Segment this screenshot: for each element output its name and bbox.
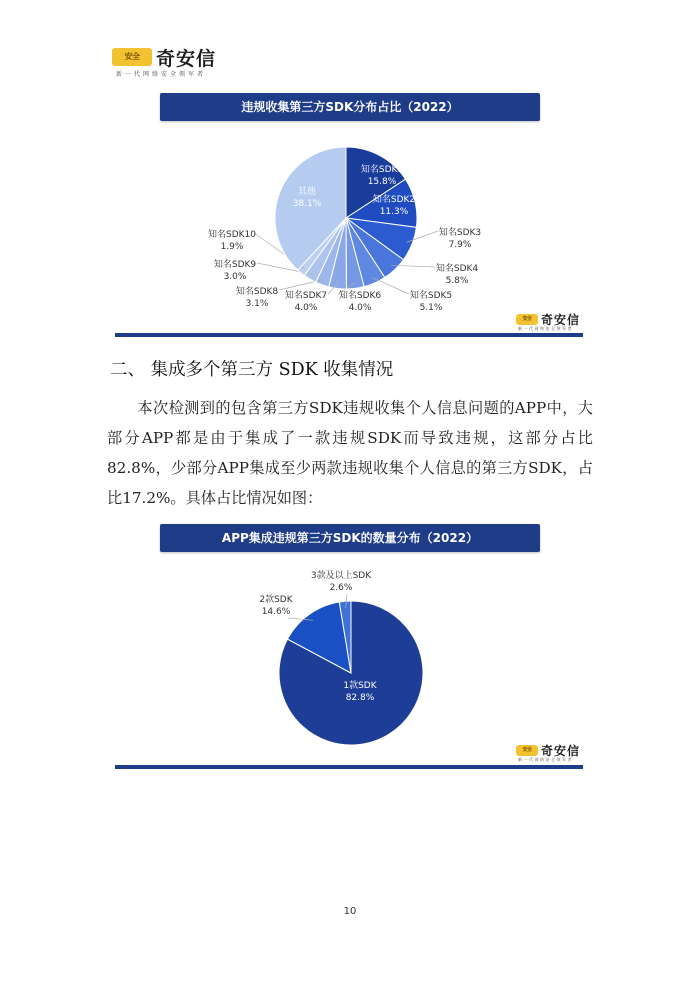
chart2-slice-1-value-label: 82.8% xyxy=(345,693,375,703)
chart1-slice-sdk8-value-label: 3.1% xyxy=(245,299,269,309)
chart2-bottom-rule xyxy=(115,765,583,769)
chart1-slice-other-value-label: 38.1% xyxy=(292,199,322,209)
chart1-slice-sdk5-category-label: 知名SDK5 xyxy=(409,291,453,301)
chart1-slice-sdk3-category-label: 知名SDK3 xyxy=(438,228,482,238)
logo-tagline: 新一代网络安全领军者 xyxy=(518,757,573,762)
chart1-slice-sdk9-label xyxy=(214,258,257,282)
chart1-slice-sdk7-value-label: 4.0% xyxy=(294,303,318,313)
page-number: 10 xyxy=(343,906,357,917)
section-paragraph: 本次检测到的包含第三方SDK违规收集个人信息问题的APP中，大部分APP都是由于集成了一款违规SDK而导致违规，这部分占比82.8%，少部分APP集成至少两款违规收集个人信息的第三方SDK，占比17.2%。具体占比情况如图： xyxy=(107,399,593,507)
chart2-slice-3-value-label: 2.6% xyxy=(329,583,353,593)
chart1-slice-sdk7-label xyxy=(285,289,327,313)
chart1-bottom-rule xyxy=(115,333,583,337)
chart1-title-banner: 违规收集第三方SDK分布占比（2022） xyxy=(160,93,540,121)
logo-mark: 安全 xyxy=(516,314,538,325)
logo-name: 奇安信 xyxy=(156,48,217,70)
section-body xyxy=(107,393,593,513)
chart1-slice-sdk8-label xyxy=(236,285,279,309)
chart1-pie xyxy=(160,128,540,328)
logo-name: 奇安信 xyxy=(541,313,581,327)
section-heading: 二、 集成多个第三方 SDK 收集情况 xyxy=(110,360,394,380)
chart1-slice-sdk10-value-label: 1.9% xyxy=(220,242,244,252)
chart1-slice-sdk6-value-label: 4.0% xyxy=(348,303,372,313)
chart1-slice-sdk4-label xyxy=(436,262,479,286)
chart2-logo xyxy=(516,742,586,764)
chart1-slice-sdk10-category-label: 知名SDK10 xyxy=(208,230,256,240)
chart1-slice-sdk1-category-label: 知名SDK1 xyxy=(360,165,404,175)
chart1-slice-sdk2-value-label: 11.3% xyxy=(379,207,409,217)
chart2-slice-1-category-label: 1款SDK xyxy=(343,681,377,691)
chart2-slice-3-label xyxy=(311,569,372,593)
chart1-slice-sdk1-value-label: 15.8% xyxy=(367,177,397,187)
chart2-title-banner: APP集成违规第三方SDK的数量分布（2022） xyxy=(160,524,540,552)
chart1-slice-other-category-label: 其他 xyxy=(297,187,317,197)
chart2-slice-2-category-label: 2款SDK xyxy=(259,595,293,605)
chart2-slice-2-label xyxy=(259,593,293,617)
logo-name: 奇安信 xyxy=(541,744,581,758)
chart2-slice-3-category-label: 3款及以上SDK xyxy=(310,571,372,581)
chart1-logo xyxy=(516,311,586,333)
chart1-slice-sdk8-category-label: 知名SDK8 xyxy=(235,287,279,297)
chart1-slice-sdk7-category-label: 知名SDK7 xyxy=(284,291,328,301)
chart2-slice-2-value-label: 14.6% xyxy=(261,607,291,617)
chart1-leader-line xyxy=(279,280,324,290)
logo-mark: 安全 xyxy=(516,745,538,756)
chart1-slice-sdk6-label xyxy=(339,289,382,313)
chart1-slice-sdk6-category-label: 知名SDK6 xyxy=(338,291,382,301)
chart1-slice-sdk5-value-label: 5.1% xyxy=(419,303,443,313)
chart1-slice-sdk3-value-label: 7.9% xyxy=(448,240,472,250)
chart1-slice-sdk4-value-label: 5.8% xyxy=(445,276,469,286)
chart1-slice-sdk4-category-label: 知名SDK4 xyxy=(435,264,479,274)
company-logo xyxy=(112,42,222,82)
chart1-slice-sdk10-label xyxy=(208,228,256,252)
chart2-pie xyxy=(160,560,540,750)
logo-tagline: 新一代网络安全领军者 xyxy=(116,71,207,78)
chart1-slice-sdk9-category-label: 知名SDK9 xyxy=(213,260,257,270)
chart1-slice-sdk3-label xyxy=(439,226,481,250)
chart1-slice-sdk2-category-label: 知名SDK2 xyxy=(372,195,416,205)
logo-mark: 安全 xyxy=(112,48,152,66)
chart1-slice-sdk9-value-label: 3.0% xyxy=(223,272,247,282)
chart1-slice-sdk5-label xyxy=(410,289,452,313)
logo-tagline: 新一代网络安全领军者 xyxy=(518,326,573,331)
